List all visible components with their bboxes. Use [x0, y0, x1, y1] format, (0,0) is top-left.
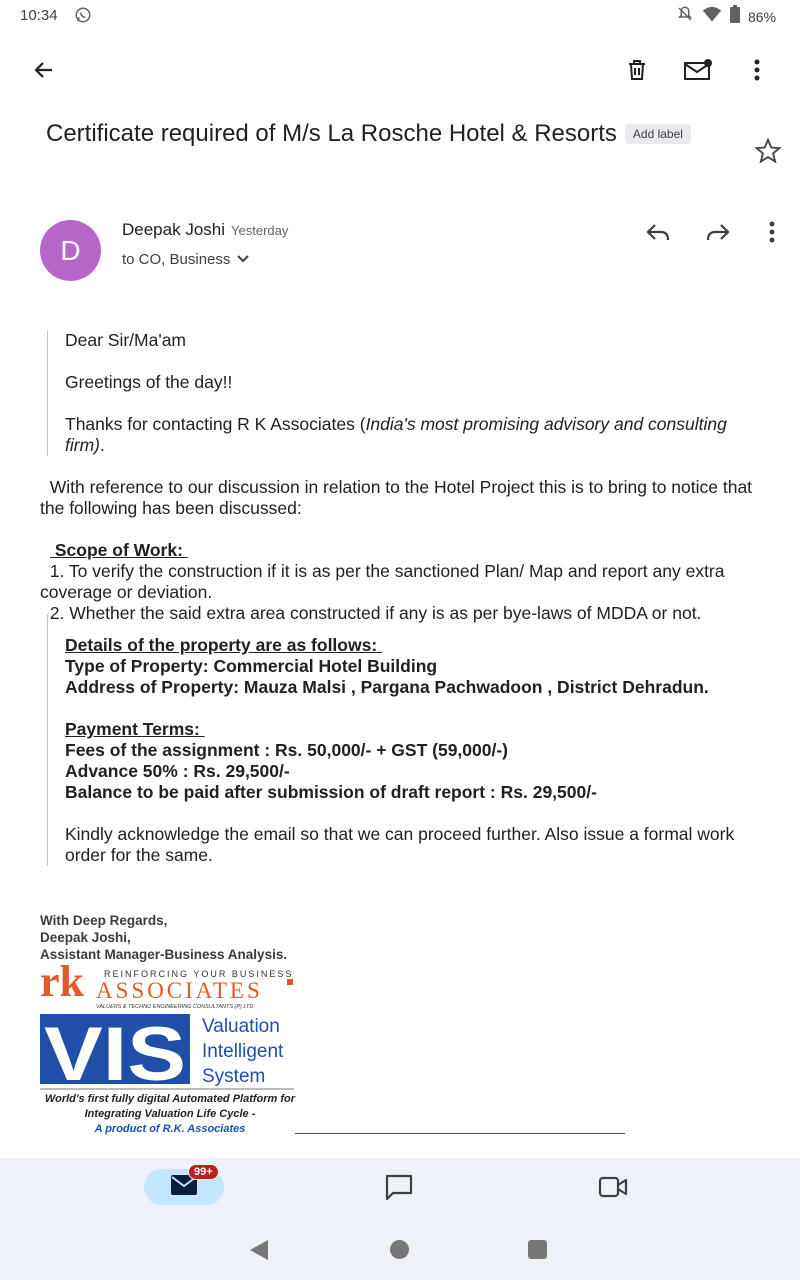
delete-icon[interactable] [623, 56, 651, 84]
back-arrow-icon[interactable] [28, 56, 60, 84]
email-subject: Certificate required of M/s La Rosche Hotel & Resorts [46, 120, 617, 147]
recipients-text: to CO, Business [122, 251, 231, 268]
mark-unread-icon[interactable] [682, 56, 714, 84]
meet-icon [598, 1175, 628, 1204]
logo-rk-tagline: REINFORCING YOUR BUSINESS [104, 969, 294, 979]
payment-heading: Payment Terms: [65, 719, 205, 739]
sender-info [122, 220, 288, 240]
thanks-prefix: Thanks for contacting R K Associates ( [65, 414, 366, 434]
tagline-line: Integrating Valuation Life Cycle - [84, 1108, 256, 1120]
logo-rk-name: ASSOCIATES [96, 978, 263, 1003]
scope-item: 1. To verify the construction if it is as per the sanctioned Plan/ Map and report any extra coverage or deviation. [40, 561, 730, 602]
signature-divider [295, 1133, 625, 1134]
whatsapp-icon [74, 6, 92, 29]
status-bar [0, 0, 800, 32]
top-app-bar [0, 46, 800, 96]
logo-rk-sub: VALUERS & TECHNO ENGINEERING CONSULTANTS (P) LTD. [96, 1004, 255, 1010]
greeting: Dear Sir/Ma'am [65, 330, 187, 350]
system-recents-icon[interactable] [528, 1240, 547, 1259]
more-vert-icon[interactable] [745, 56, 769, 84]
logo-vis-line3: System [202, 1066, 266, 1087]
reference-paragraph: With reference to our discussion in relation to the Hotel Project this is to bring to notice that the following has been discussed: [40, 477, 757, 518]
wifi-icon [702, 5, 722, 28]
add-label-chip[interactable]: Add label [625, 124, 691, 144]
battery-icon [730, 5, 740, 28]
system-back-icon[interactable] [248, 1239, 270, 1266]
scope-item: 2. Whether the said extra area constructed if any is as per bye-laws of MDDA or not. [40, 603, 702, 623]
nav-chat-tab[interactable] [384, 1173, 414, 1206]
detail-line: Address of Property: Mauza Malsi , Pargana Pachwadoon , District Dehradun. [65, 677, 709, 697]
signature-line: Deepak Joshi, [40, 930, 131, 945]
closing-paragraph: Kindly acknowledge the email so that we can proceed further. Also issue a formal work order for the same. [65, 824, 735, 865]
chat-icon [384, 1173, 414, 1206]
sender-name[interactable]: Deepak Joshi [122, 220, 226, 239]
logo-vis-line2: Intelligent [202, 1041, 284, 1062]
battery-level: 86% [747, 8, 776, 25]
reply-icon[interactable] [642, 220, 674, 244]
tagline-product: A product of R.K. Associates [94, 1123, 246, 1135]
sender-header [40, 220, 800, 284]
signature-line: Assistant Manager-Business Analysis. [40, 947, 288, 962]
details-heading: Details of the property are as follows: [65, 635, 383, 655]
nav-meet-tab[interactable] [598, 1175, 628, 1204]
payment-line: Balance to be paid after submission of draft report : Rs. 29,500/- [65, 782, 597, 802]
vis-logo [40, 1012, 300, 1090]
message-more-vert-icon[interactable] [762, 220, 782, 244]
payment-line: Advance 50% : Rs. 29,500/- [65, 761, 290, 781]
subject-row [46, 120, 740, 148]
rk-associates-logo [40, 962, 300, 1010]
signature [40, 912, 287, 963]
thanks-italic: India's most promising advisory and consulting firm) [65, 414, 727, 455]
greeting-block [47, 330, 760, 456]
scope-heading: Scope of Work: [50, 540, 188, 560]
vis-tagline [40, 1092, 300, 1137]
email-date: Yesterday [231, 223, 289, 238]
status-time: 10:34 [20, 7, 58, 24]
greetings-line: Greetings of the day!! [65, 372, 233, 392]
tagline-line: World's first fully digital Automated Platform for [44, 1093, 296, 1105]
logo-rk-mark: rk [40, 962, 84, 1006]
system-home-icon[interactable] [390, 1240, 409, 1259]
details-block [47, 614, 760, 866]
recipients[interactable] [122, 251, 250, 268]
mail-unread-badge: 99+ [188, 1164, 219, 1180]
signature-line: With Deep Regards, [40, 913, 168, 928]
forward-icon[interactable] [702, 220, 734, 244]
notifications-off-icon [676, 5, 694, 28]
payment-line: Fees of the assignment : Rs. 50,000/- + GST (59,000/-) [65, 740, 509, 760]
chevron-down-icon[interactable] [236, 251, 250, 268]
logo-vis-line1: Valuation [202, 1016, 280, 1037]
email-body [40, 330, 760, 866]
detail-line: Type of Property: Commercial Hotel Building [65, 656, 438, 676]
star-icon[interactable] [754, 137, 782, 165]
thanks-line [65, 414, 760, 456]
logo-vis-mark: VIS [44, 1012, 186, 1090]
bottom-navigation [0, 1158, 800, 1280]
thanks-suffix: . [99, 435, 105, 455]
avatar[interactable]: D [40, 220, 101, 281]
